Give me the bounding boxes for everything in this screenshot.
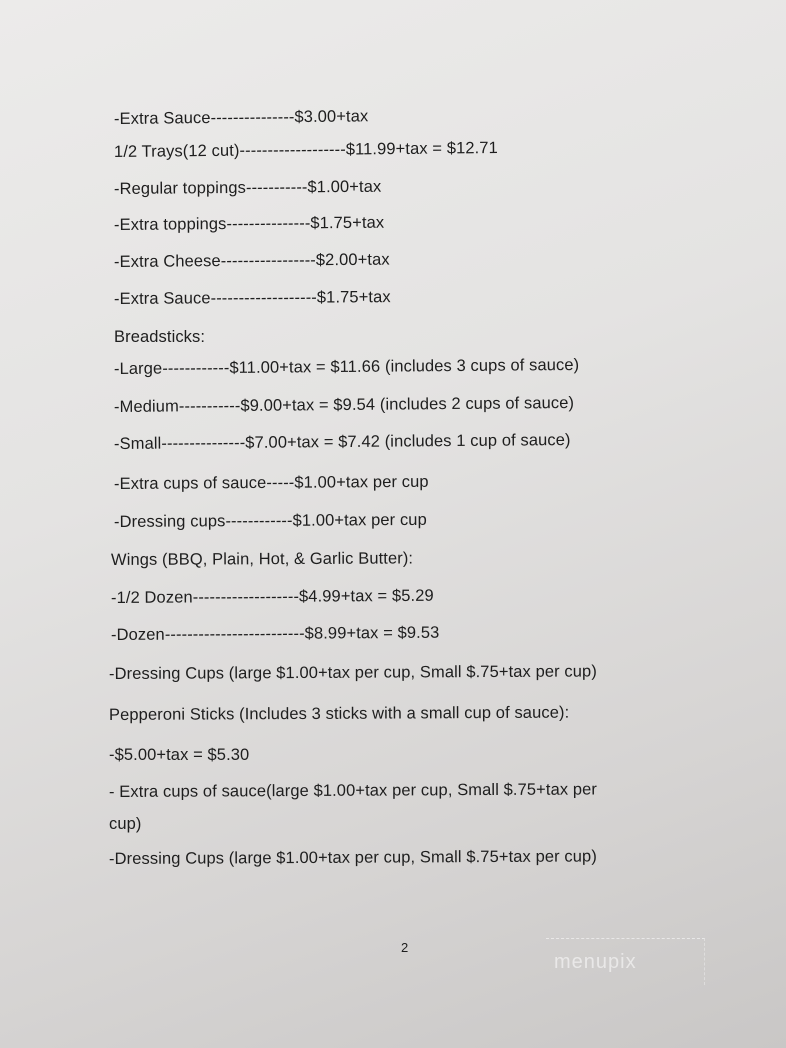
menu-line-extra-toppings: -Extra toppings---------------$1.75+tax (113, 213, 385, 234)
pepperoni-sticks-heading: Pepperoni Sticks (Includes 3 sticks with a small cup of sauce): (108, 703, 570, 724)
menu-line-breadsticks-large: -Large------------$11.00+tax = $11.66 (includes 3 cups of sauce) (113, 355, 580, 378)
menu-line-pepperoni-extra-cups-cont: cup) (109, 815, 142, 833)
menu-line-wings-dozen: -Dozen-------------------------$8.99+tax = $9.53 (110, 623, 440, 644)
menu-line-dressing-cups: -Dressing cups------------$1.00+tax per cup (113, 510, 427, 531)
menu-line-extra-cheese: -Extra Cheese-----------------$2.00+tax (113, 250, 390, 271)
menu-line-half-trays: 1/2 Trays(12 cut)-------------------$11.99+tax = $12.71 (113, 138, 498, 161)
menu-line-pepperoni-extra-cups: - Extra cups of sauce(large $1.00+tax per cup, Small $.75+tax per (108, 780, 598, 801)
page-number: 2 (401, 940, 409, 955)
watermark-text: menupix (554, 951, 637, 973)
menu-line-pepperoni-price: -$5.00+tax = $5.30 (109, 746, 250, 764)
wings-heading: Wings (BBQ, Plain, Hot, & Garlic Butter): (110, 549, 414, 569)
menu-line-breadsticks-small: -Small---------------$7.00+tax = $7.42 (includes 1 cup of sauce) (113, 431, 571, 453)
breadsticks-heading: Breadsticks: (114, 328, 206, 346)
menu-line-extra-sauce-1: -Extra Sauce---------------$3.00+tax (113, 107, 369, 128)
menu-line-wings-half-dozen: -1/2 Dozen-------------------$4.99+tax = $5.29 (110, 586, 434, 607)
menu-line-wings-dressing-cups: -Dressing Cups (large $1.00+tax per cup, Small $.75+tax per cup) (108, 662, 597, 683)
menu-line-breadsticks-medium: -Medium-----------$9.00+tax = $9.54 (includes 2 cups of sauce) (113, 393, 575, 416)
menu-line-regular-toppings: -Regular toppings-----------$1.00+tax (113, 177, 382, 198)
menu-line-pepperoni-dressing-cups: -Dressing Cups (large $1.00+tax per cup, Small $.75+tax per cup) (108, 847, 597, 868)
watermark (546, 938, 705, 985)
menu-line-extra-sauce-2: -Extra Sauce-------------------$1.75+tax (113, 288, 391, 308)
menu-line-extra-cups-sauce: -Extra cups of sauce-----$1.00+tax per cup (113, 472, 429, 493)
